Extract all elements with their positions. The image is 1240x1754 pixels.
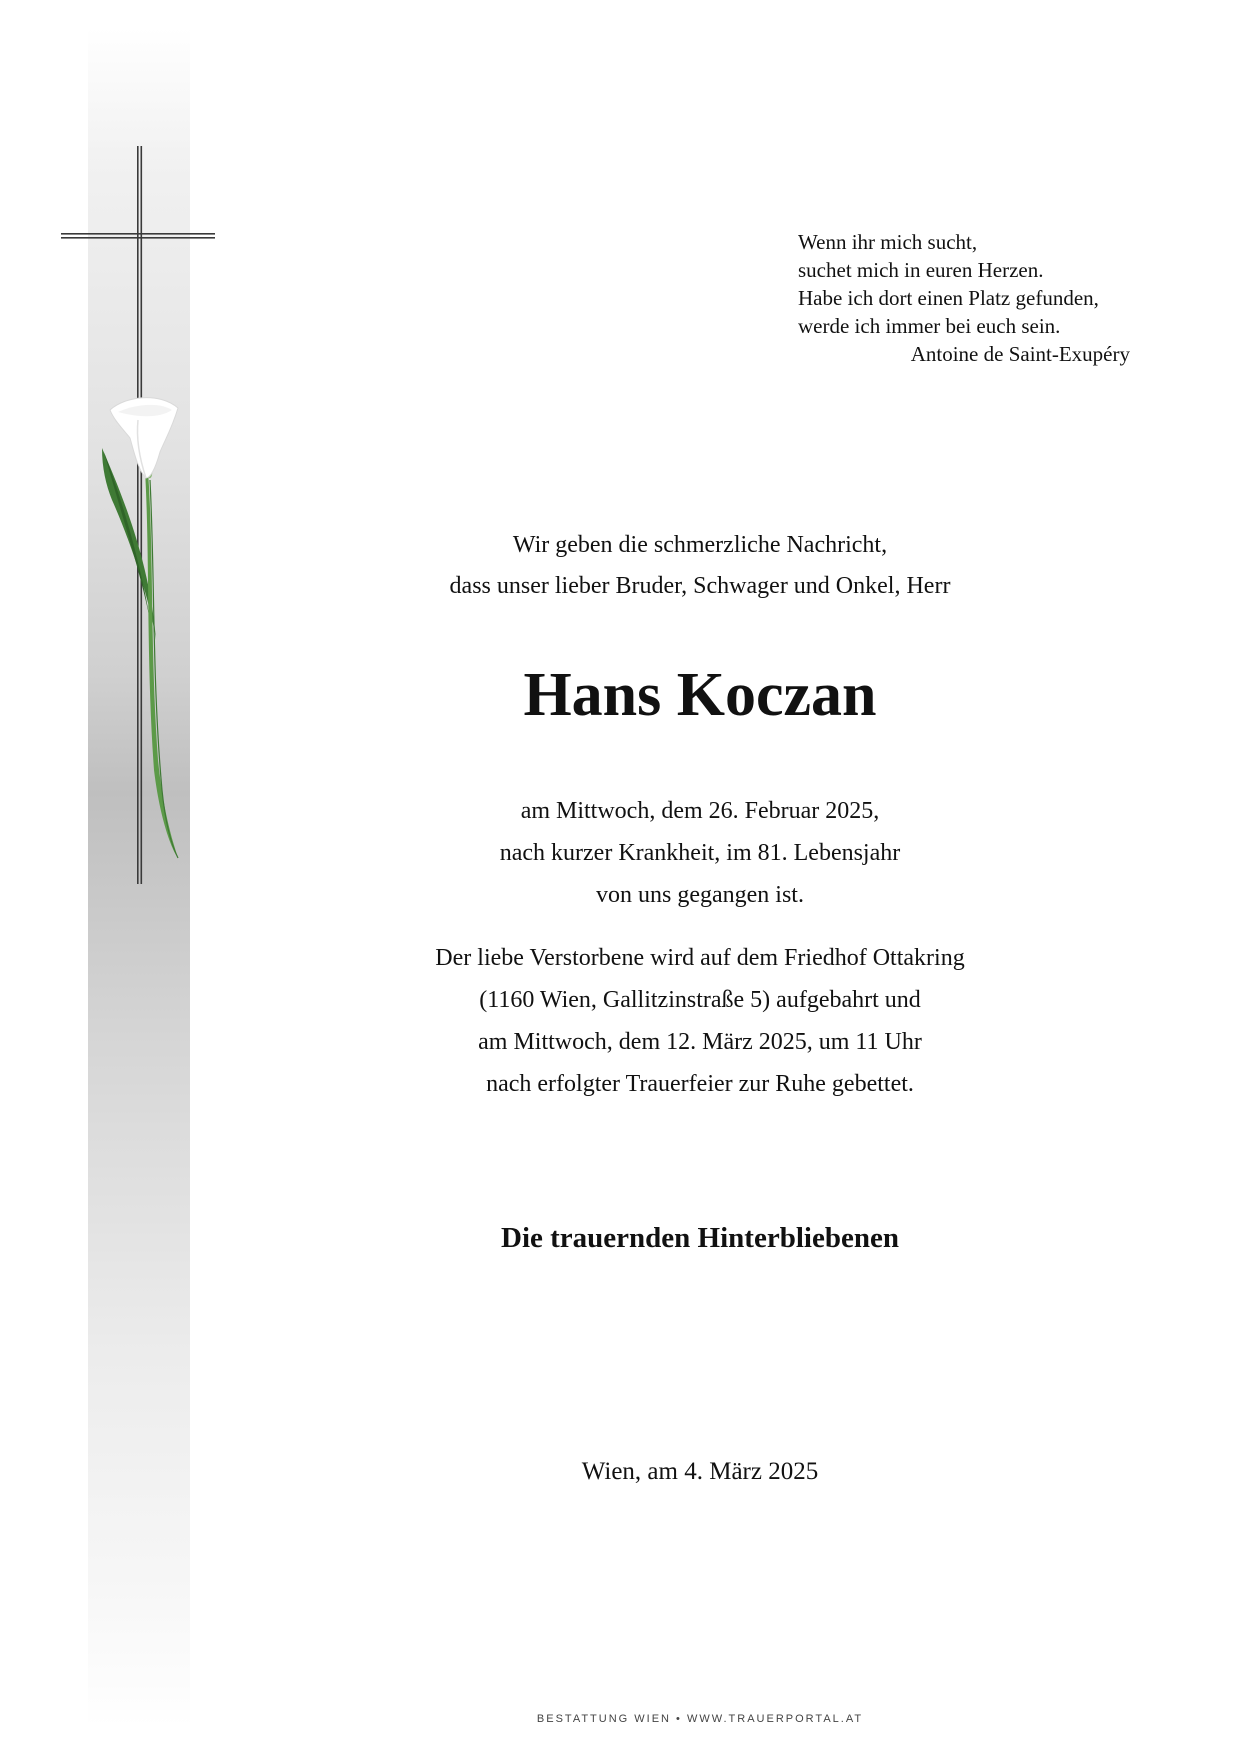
quote-author: Antoine de Saint-Exupéry <box>910 342 1130 366</box>
death-details <box>300 790 1100 916</box>
funeral-line: Der liebe Verstorbene wird auf dem Friedhof Ottakring <box>435 945 965 971</box>
quote-line: werde ich immer bei euch sein. <box>798 314 1061 338</box>
footer-credit: BESTATTUNG WIEN • WWW.TRAUERPORTAL.AT <box>536 1713 864 1725</box>
place-and-date: Wien, am 4. März 2025 <box>581 1458 819 1485</box>
intro-line: dass unser lieber Bruder, Schwager und Onkel, Herr <box>449 573 951 599</box>
deceased-name: Hans Koczan <box>523 661 877 729</box>
quote-line: Habe ich dort einen Platz gefunden, <box>798 286 1099 310</box>
cross-and-lily-decoration <box>0 0 260 920</box>
announcement-intro <box>300 525 1100 607</box>
mourners-signature: Die trauernden Hinterbliebenen <box>501 1222 899 1254</box>
intro-line: Wir geben die schmerzliche Nachricht, <box>512 532 888 558</box>
funeral-line: (1160 Wien, Gallitzinstraße 5) aufgebahrt und <box>479 987 921 1013</box>
funeral-line: nach erfolgter Trauerfeier zur Ruhe gebettet. <box>486 1071 914 1097</box>
lily-icon <box>102 398 178 858</box>
epigraph-quote <box>798 228 1138 368</box>
cross-icon <box>61 146 215 884</box>
death-line: nach kurzer Krankheit, im 81. Lebensjahr <box>499 840 901 866</box>
quote-line: Wenn ihr mich sucht, <box>798 230 978 254</box>
funeral-details <box>300 937 1100 1105</box>
death-line: am Mittwoch, dem 26. Februar 2025, <box>520 798 880 824</box>
quote-line: suchet mich in euren Herzen. <box>798 258 1044 282</box>
death-line: von uns gegangen ist. <box>596 882 804 908</box>
funeral-line: am Mittwoch, dem 12. März 2025, um 11 Uhr <box>478 1029 922 1055</box>
